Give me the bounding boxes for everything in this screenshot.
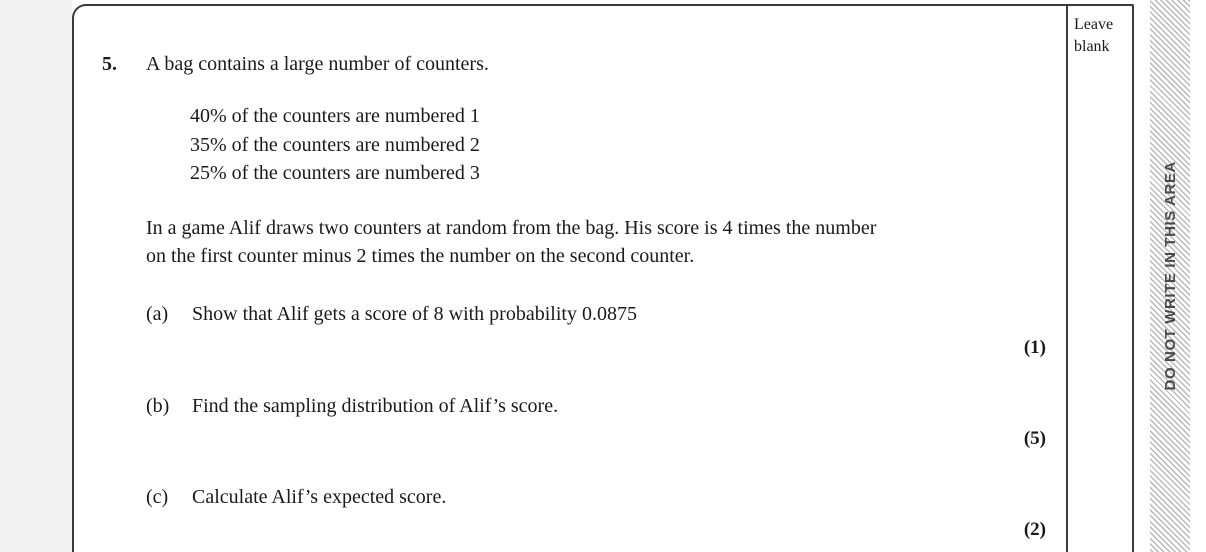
part-label-a: (a) <box>146 303 169 326</box>
paragraph-line: on the first counter minus 2 times the number on the second counter. <box>146 244 695 267</box>
percent-line: 40% of the counters are numbered 1 <box>190 105 480 128</box>
right-page-edge <box>1194 0 1206 552</box>
part-marks-a: (1) <box>1023 336 1046 358</box>
part-marks-b: (5) <box>1023 428 1046 450</box>
part-text-b: Find the sampling distribution of Alif’s score. <box>192 394 559 417</box>
question-number: 5. <box>102 53 117 75</box>
leave-blank-line1: Leave <box>1074 16 1114 33</box>
leave-blank-label <box>1074 14 1113 57</box>
part-label-b: (b) <box>146 394 170 417</box>
question-part-c <box>146 483 1032 511</box>
question-content <box>102 50 1046 544</box>
question-paragraph <box>146 214 1032 271</box>
part-marks-c: (2) <box>1023 519 1046 541</box>
question-stem-row <box>102 50 1032 78</box>
part-label-c: (c) <box>146 486 169 509</box>
leave-blank-line2: blank <box>1074 37 1110 55</box>
part-text-a: Show that Alif gets a score of 8 with probability 0.0875 <box>192 303 637 326</box>
question-part-b <box>146 392 1032 420</box>
percent-line: 35% of the counters are numbered 2 <box>190 133 480 156</box>
paragraph-line: In a game Alif draws two counters at random from the bag. His score is 4 times the number <box>146 216 877 239</box>
hatched-margin-band <box>1146 0 1194 552</box>
do-not-write-notice-text: DO NOT WRITE IN THIS AREA <box>1161 161 1179 391</box>
question-paper-box <box>72 4 1134 552</box>
percent-list <box>146 102 1032 187</box>
percent-line: 25% of the counters are numbered 3 <box>190 162 480 185</box>
question-part-a <box>146 300 1032 328</box>
part-text-c: Calculate Alif’s expected score. <box>192 486 447 509</box>
leave-blank-column <box>1066 6 1132 552</box>
question-stem: A bag contains a large number of counters. <box>146 53 489 75</box>
left-gutter <box>0 0 72 552</box>
